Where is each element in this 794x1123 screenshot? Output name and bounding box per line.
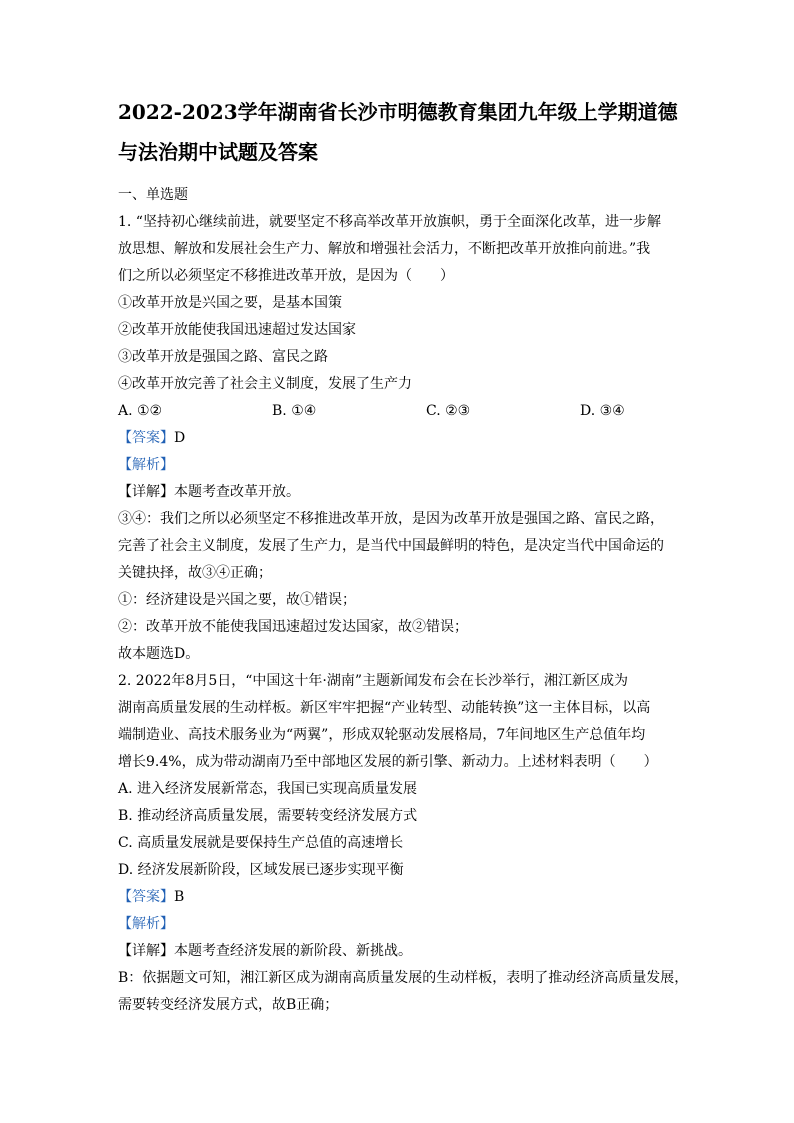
analysis-line bbox=[118, 452, 678, 479]
explanation-line: 故本题选D。 bbox=[118, 646, 200, 662]
option-d: D. ③④ bbox=[580, 403, 625, 419]
question-stem-line: 们之所以必须坚定不移推进改革开放，是因为（ ） bbox=[118, 268, 454, 284]
question-stem-line: 放思想、解放和发展社会生产力、解放和增强社会活力，不断把改革开放推向前进。”我 bbox=[118, 241, 651, 257]
section-heading: 一、单选题 bbox=[118, 187, 188, 203]
question-stem-line: 增长9.4%，成为带动湖南乃至中部地区发展的新引擎、新动力。上述材料表明（ ） bbox=[118, 754, 658, 770]
analysis-label: 【解析】 bbox=[118, 457, 174, 473]
statement-item: ③改革开放是强国之路、富民之路 bbox=[118, 349, 328, 365]
question-stem-line: 湖南高质量发展的生动样板。新区牢牢把握“产业转型、动能转换”这一主体目标，以高 bbox=[118, 700, 651, 716]
explanation-line: 关键抉择，故③④正确； bbox=[118, 565, 272, 581]
explanation-line: ②：改革开放不能使我国迅速超过发达国家，故②错误； bbox=[118, 619, 468, 635]
question-1 bbox=[118, 209, 678, 668]
question-stem-line: 1. “坚持初心继续前进，就要坚定不移高举改革开放旗帜，勇于全面深化改革，进一步解 bbox=[118, 214, 661, 230]
answer-line bbox=[118, 884, 678, 911]
detail-label: 【详解】 bbox=[118, 943, 174, 959]
statement-item: ④改革开放完善了社会主义制度，发展了生产力 bbox=[118, 376, 412, 392]
option-b: B. 推动经济高质量发展，需要转变经济发展方式 bbox=[118, 808, 418, 824]
detail-line bbox=[118, 479, 678, 506]
explanation-line: ③④：我们之所以必须坚定不移推进改革开放，是因为改革开放是强国之路、富民之路， bbox=[118, 511, 664, 527]
explanation-line: B：依据题文可知，湘江新区成为湖南高质量发展的生动样板，表明了推动经济高质量发展， bbox=[118, 970, 689, 986]
answer-label: 【答案】 bbox=[118, 889, 174, 905]
question-stem-line: 2. 2022年8月5日，“中国这十年·湖南”主题新闻发布会在长沙举行，湘江新区成为 bbox=[118, 673, 629, 689]
option-a: A. 进入经济发展新常态，我国已实现高质量发展 bbox=[118, 781, 418, 797]
detail-text: 本题考查经济发展的新阶段、新挑战。 bbox=[174, 943, 412, 959]
answer-value: D bbox=[174, 430, 186, 446]
detail-line bbox=[118, 938, 678, 965]
answer-line bbox=[118, 425, 678, 452]
statement-item: ②改革开放能使我国迅速超过发达国家 bbox=[118, 322, 356, 338]
explanation-line: ①：经济建设是兴国之要，故①错误； bbox=[118, 592, 356, 608]
question-stem-line: 端制造业、高技术服务业为“两翼”，形成双轮驱动发展格局，7年间地区生产总值年均 bbox=[118, 727, 646, 743]
analysis-label: 【解析】 bbox=[118, 916, 174, 932]
statement-item: ①改革开放是兴国之要，是基本国策 bbox=[118, 295, 342, 311]
document-title: 2022-2023学年湖南省长沙市明德教育集团九年级上学期道德与法治期中试题及答案 bbox=[118, 100, 678, 164]
option-c: C. ②③ bbox=[426, 403, 471, 419]
explanation-line: 需要转变经济发展方式，故B正确； bbox=[118, 997, 339, 1013]
option-a: A. ①② bbox=[118, 403, 163, 419]
option-b: B. ①④ bbox=[272, 403, 317, 419]
analysis-line bbox=[118, 911, 678, 938]
answer-label: 【答案】 bbox=[118, 430, 174, 446]
option-c: C. 高质量发展就是要保持生产总值的高速增长 bbox=[118, 835, 404, 851]
explanation-line: 完善了社会主义制度，发展了生产力，是当代中国最鲜明的特色，是决定当代中国命运的 bbox=[118, 538, 664, 554]
document-page bbox=[118, 92, 689, 1019]
options-row bbox=[118, 398, 678, 425]
option-d: D. 经济发展新阶段，区域发展已逐步实现平衡 bbox=[118, 862, 404, 878]
detail-text: 本题考查改革开放。 bbox=[174, 484, 300, 500]
answer-value: B bbox=[174, 889, 185, 905]
question-2 bbox=[118, 668, 689, 1019]
detail-label: 【详解】 bbox=[118, 484, 174, 500]
